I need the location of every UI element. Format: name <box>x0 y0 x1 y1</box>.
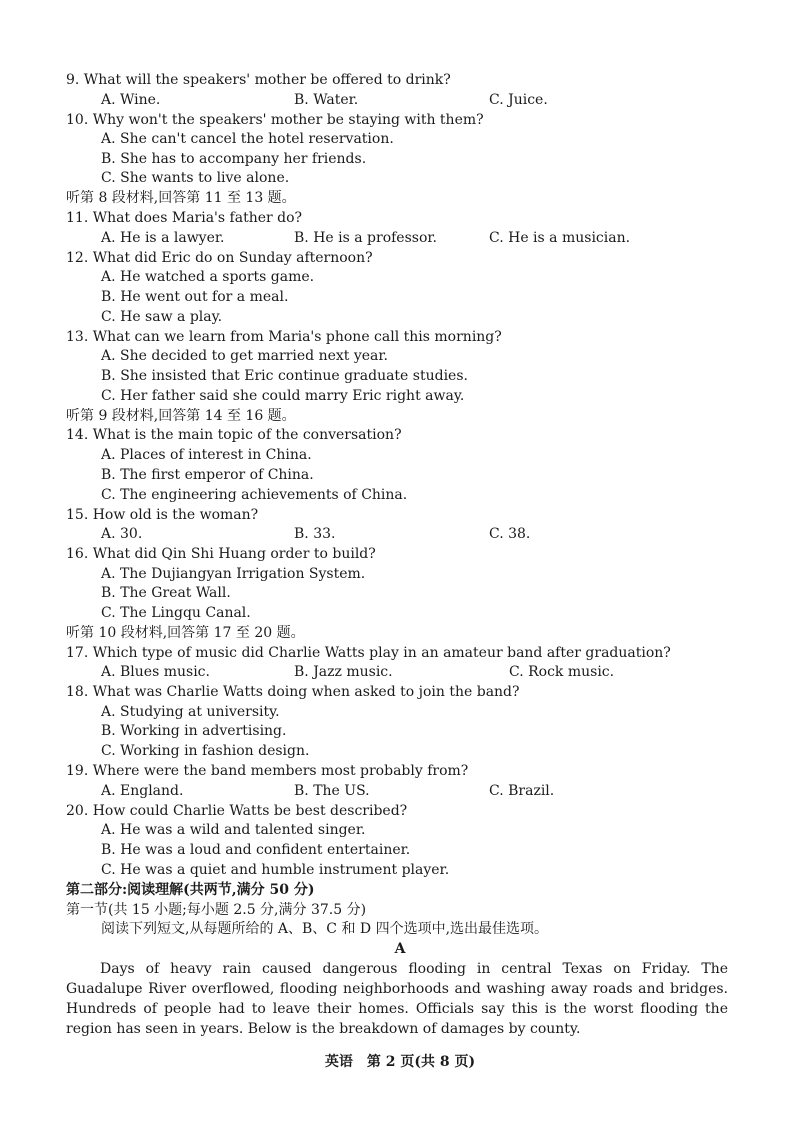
q11-option-c: C. He is a musician. <box>489 230 631 246</box>
question-11: 11. What does Maria's father do? <box>66 210 303 226</box>
question-12: 12. What did Eric do on Sunday afternoon? <box>66 250 373 266</box>
q9-option-a: A. Wine. <box>101 92 161 108</box>
q13-option-c: C. Her father said she could marry Eric right away. <box>101 388 465 404</box>
question-14: 14. What is the main topic of the conversation? <box>66 427 402 443</box>
q14-option-a: A. Places of interest in China. <box>101 447 312 463</box>
question-10: 10. Why won't the speakers' mother be staying with them? <box>66 112 484 128</box>
q16-option-a: A. The Dujiangyan Irrigation System. <box>101 566 366 582</box>
q14-option-c: C. The engineering achievements of China. <box>101 487 408 503</box>
question-16: 16. What did Qin Shi Huang order to build? <box>66 546 376 562</box>
q10-option-c: C. She wants to live alone. <box>101 170 290 186</box>
question-19: 19. Where were the band members most probably from? <box>66 763 469 779</box>
q13-option-b: B. She insisted that Eric continue graduate studies. <box>101 368 468 384</box>
q12-option-a: A. He watched a sports game. <box>101 269 315 285</box>
q20-option-c: C. He was a quiet and humble instrument player. <box>101 862 450 878</box>
q18-option-a: A. Studying at university. <box>101 704 280 720</box>
question-20: 20. How could Charlie Watts be best described? <box>66 803 408 819</box>
q17-option-b: B. Jazz music. <box>294 664 393 680</box>
section-one-title: 第一节(共 15 小题;每小题 2.5 分,满分 37.5 分) <box>66 902 367 918</box>
q19-option-b: B. The US. <box>294 783 370 799</box>
q11-option-a: A. He is a lawyer. <box>101 230 225 246</box>
question-13: 13. What can we learn from Maria's phone call this morning? <box>66 329 502 345</box>
q17-option-a: A. Blues music. <box>101 664 210 680</box>
part-two-title: 第二部分:阅读理解(共两节,满分 50 分) <box>66 882 315 898</box>
reading-instruction: 阅读下列短文,从每题所给的 A、B、C 和 D 四个选项中,选出最佳选项。 <box>101 921 549 937</box>
q12-option-c: C. He saw a play. <box>101 309 223 325</box>
q19-option-a: A. England. <box>101 783 184 799</box>
q17-option-c: C. Rock music. <box>509 664 615 680</box>
passage-a-text: Days of heavy rain caused dangerous flooding in central Texas on Friday. The Guadalupe River overflowed, flooding neighborhoods and washing away roads and bridges. Hundreds of people had to leave their homes. Officials say this is the worst flooding the region has seen in years. Below is the breakdown of damages by county. <box>66 961 728 1037</box>
q20-option-b: B. He was a loud and confident entertainer. <box>101 842 411 858</box>
q13-option-a: A. She decided to get married next year. <box>101 348 389 364</box>
q11-option-b: B. He is a professor. <box>294 230 437 246</box>
q20-option-a: A. He was a wild and talented singer. <box>101 822 366 838</box>
question-9: 9. What will the speakers' mother be offered to drink? <box>66 72 451 88</box>
question-18: 18. What was Charlie Watts doing when asked to join the band? <box>66 684 520 700</box>
q10-option-a: A. She can't cancel the hotel reservation. <box>101 131 394 147</box>
q15-option-b: B. 33. <box>294 526 336 542</box>
instruction-section-10: 听第 10 段材料,回答第 17 至 20 题。 <box>66 625 305 641</box>
page-footer: 英语 第 2 页(共 8 页) <box>324 1054 476 1070</box>
q14-option-b: B. The first emperor of China. <box>101 467 314 483</box>
q15-option-a: A. 30. <box>101 526 143 542</box>
q9-option-c: C. Juice. <box>489 92 548 108</box>
passage-label: A <box>394 941 406 957</box>
q19-option-c: C. Brazil. <box>489 783 555 799</box>
q12-option-b: B. He went out for a meal. <box>101 289 289 305</box>
q15-option-c: C. 38. <box>489 526 531 542</box>
q16-option-b: B. The Great Wall. <box>101 585 231 601</box>
q18-option-b: B. Working in advertising. <box>101 723 287 739</box>
q16-option-c: C. The Lingqu Canal. <box>101 605 251 621</box>
question-15: 15. How old is the woman? <box>66 507 259 523</box>
q10-option-b: B. She has to accompany her friends. <box>101 151 367 167</box>
instruction-section-8: 听第 8 段材料,回答第 11 至 13 题。 <box>66 190 296 206</box>
instruction-section-9: 听第 9 段材料,回答第 14 至 16 题。 <box>66 408 296 424</box>
q9-option-b: B. Water. <box>294 92 359 108</box>
question-17: 17. Which type of music did Charlie Watts play in an amateur band after graduation? <box>66 645 671 661</box>
q18-option-c: C. Working in fashion design. <box>101 743 310 759</box>
